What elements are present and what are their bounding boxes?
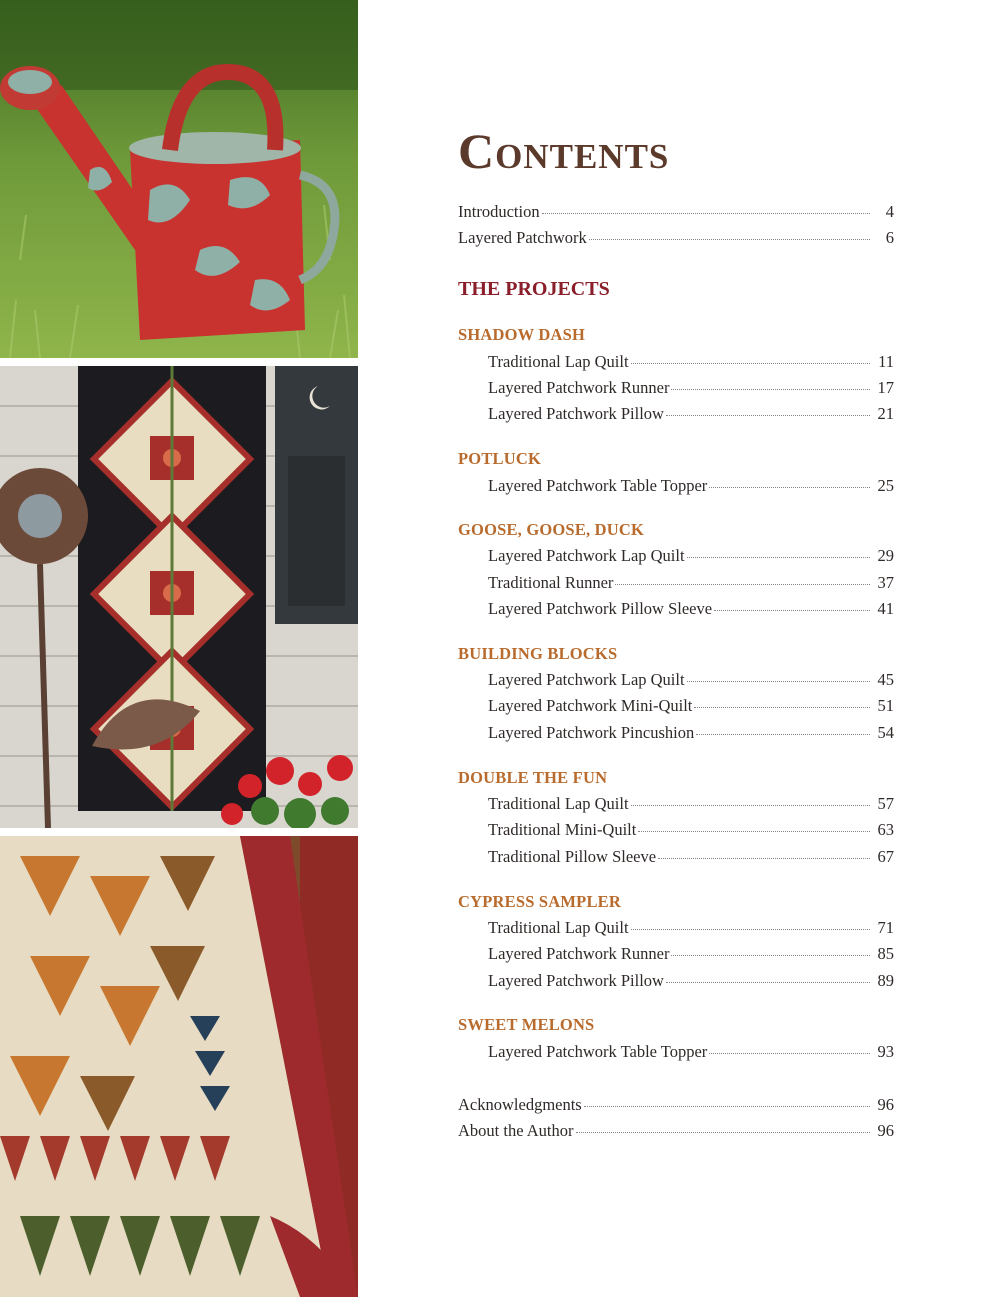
- toc-entry-page: 96: [877, 1121, 894, 1140]
- toc-entry[interactable]: [488, 696, 894, 716]
- section-heading-potluck: POTLUCK: [458, 449, 541, 468]
- toc-entry-label: Layered Patchwork Mini-Quilt: [488, 696, 693, 715]
- dot-leader: [615, 584, 870, 585]
- toc-entry-label: Layered Patchwork Runner: [488, 944, 670, 963]
- projects-heading: THE PROJECTS: [458, 278, 610, 300]
- dot-leader: [631, 929, 870, 930]
- dot-leader: [584, 1106, 870, 1107]
- toc-entry-page: 25: [877, 476, 894, 495]
- photo-column: [0, 0, 358, 1297]
- section-heading-shadow-dash: SHADOW DASH: [458, 325, 586, 344]
- dot-leader: [666, 982, 870, 983]
- toc-entry-label: Traditional Runner: [488, 573, 614, 592]
- toc-entry-page: 21: [877, 404, 894, 423]
- toc-entry-page: 71: [877, 918, 894, 937]
- flying-geese-quilt-photo: [0, 836, 358, 1297]
- toc-entry-label: Layered Patchwork Pillow: [488, 971, 664, 990]
- toc-entry[interactable]: [488, 352, 894, 372]
- dot-leader: [638, 831, 870, 832]
- toc-entry[interactable]: [488, 573, 894, 593]
- dot-leader: [696, 734, 870, 735]
- table-runner-photo: [0, 366, 358, 828]
- toc-entry-page: 63: [877, 820, 894, 839]
- dot-leader: [709, 487, 870, 488]
- page-title: Contents: [458, 123, 670, 179]
- toc-entry[interactable]: [488, 847, 894, 867]
- dot-leader: [666, 415, 870, 416]
- toc-entry-page: 54: [877, 723, 894, 742]
- toc-entry[interactable]: [488, 670, 894, 690]
- dot-leader: [589, 239, 870, 240]
- toc-entry-page: 11: [878, 352, 894, 371]
- toc-entry[interactable]: [488, 404, 894, 424]
- toc-entry-page: 17: [877, 378, 894, 397]
- toc-entry-page: 57: [877, 794, 894, 813]
- toc-entry-acknowledgments[interactable]: [458, 1095, 894, 1115]
- toc-entry[interactable]: [488, 794, 894, 814]
- toc-entry[interactable]: [488, 971, 894, 991]
- toc-entry[interactable]: [488, 723, 894, 743]
- toc-entry-label: Layered Patchwork: [458, 228, 587, 247]
- toc-entry-label: Layered Patchwork Table Topper: [488, 476, 708, 495]
- dot-leader: [576, 1132, 871, 1133]
- toc-entry-page: 29: [877, 546, 894, 565]
- dot-leader: [714, 610, 870, 611]
- toc-entry-page: 45: [877, 670, 894, 689]
- dot-leader: [658, 858, 870, 859]
- toc-entry-label: Traditional Lap Quilt: [488, 918, 629, 937]
- toc-entry-label: Traditional Mini-Quilt: [488, 820, 637, 839]
- toc-entry[interactable]: [488, 599, 894, 619]
- section-heading-double-the-fun: DOUBLE THE FUN: [458, 768, 608, 787]
- toc-entry-page: 6: [885, 228, 894, 247]
- dot-leader: [687, 681, 870, 682]
- dot-leader: [671, 389, 870, 390]
- watering-can-photo: [0, 0, 358, 358]
- toc-entry-page: 89: [877, 971, 894, 990]
- toc-entry-page: 51: [877, 696, 894, 715]
- dot-leader: [631, 805, 870, 806]
- toc-entry-label: Traditional Lap Quilt: [488, 352, 629, 371]
- toc-entry-label: Traditional Pillow Sleeve: [488, 847, 657, 866]
- section-heading-goose-goose-duck: GOOSE, GOOSE, DUCK: [458, 520, 645, 539]
- dot-leader: [687, 557, 870, 558]
- toc-entry-label: Layered Patchwork Pillow: [488, 404, 664, 423]
- toc-entry[interactable]: [488, 476, 894, 496]
- toc-entry-layered-patchwork[interactable]: [458, 228, 894, 248]
- toc-entry-introduction[interactable]: [458, 202, 894, 222]
- toc-entry-page: 93: [877, 1042, 894, 1061]
- toc-entry-page: 67: [877, 847, 894, 866]
- toc-entry[interactable]: [488, 378, 894, 398]
- toc-entry-label: Introduction: [458, 202, 540, 221]
- toc-entry-page: 4: [885, 202, 894, 221]
- dot-leader: [694, 707, 870, 708]
- toc-entry[interactable]: [488, 546, 894, 566]
- toc-entry-label: Acknowledgments: [458, 1095, 582, 1114]
- dot-leader: [709, 1053, 870, 1054]
- toc-entry-page: 85: [877, 944, 894, 963]
- dot-leader: [542, 213, 870, 214]
- toc-entry[interactable]: [488, 944, 894, 964]
- toc-entry-page: 37: [877, 573, 894, 592]
- toc-entry[interactable]: [488, 918, 894, 938]
- toc-entry-about-the-author[interactable]: [458, 1121, 894, 1141]
- toc-entry[interactable]: [488, 820, 894, 840]
- toc-entry-page: 96: [877, 1095, 894, 1114]
- section-heading-sweet-melons: SWEET MELONS: [458, 1015, 595, 1034]
- section-heading-building-blocks: BUILDING BLOCKS: [458, 644, 618, 663]
- dot-leader: [631, 363, 870, 364]
- toc-entry-label: Layered Patchwork Lap Quilt: [488, 670, 685, 689]
- dot-leader: [671, 955, 870, 956]
- toc-entry[interactable]: [488, 1042, 894, 1062]
- toc-entry-page: 41: [877, 599, 894, 618]
- toc-entry-label: Layered Patchwork Lap Quilt: [488, 546, 685, 565]
- toc-entry-label: Layered Patchwork Runner: [488, 378, 670, 397]
- section-heading-cypress-sampler: CYPRESS SAMPLER: [458, 892, 621, 911]
- toc-entry-label: Layered Patchwork Pillow Sleeve: [488, 599, 713, 618]
- toc-entry-label: Layered Patchwork Table Topper: [488, 1042, 708, 1061]
- toc-entry-label: About the Author: [458, 1121, 574, 1140]
- toc-entry-label: Traditional Lap Quilt: [488, 794, 629, 813]
- toc-entry-label: Layered Patchwork Pincushion: [488, 723, 695, 742]
